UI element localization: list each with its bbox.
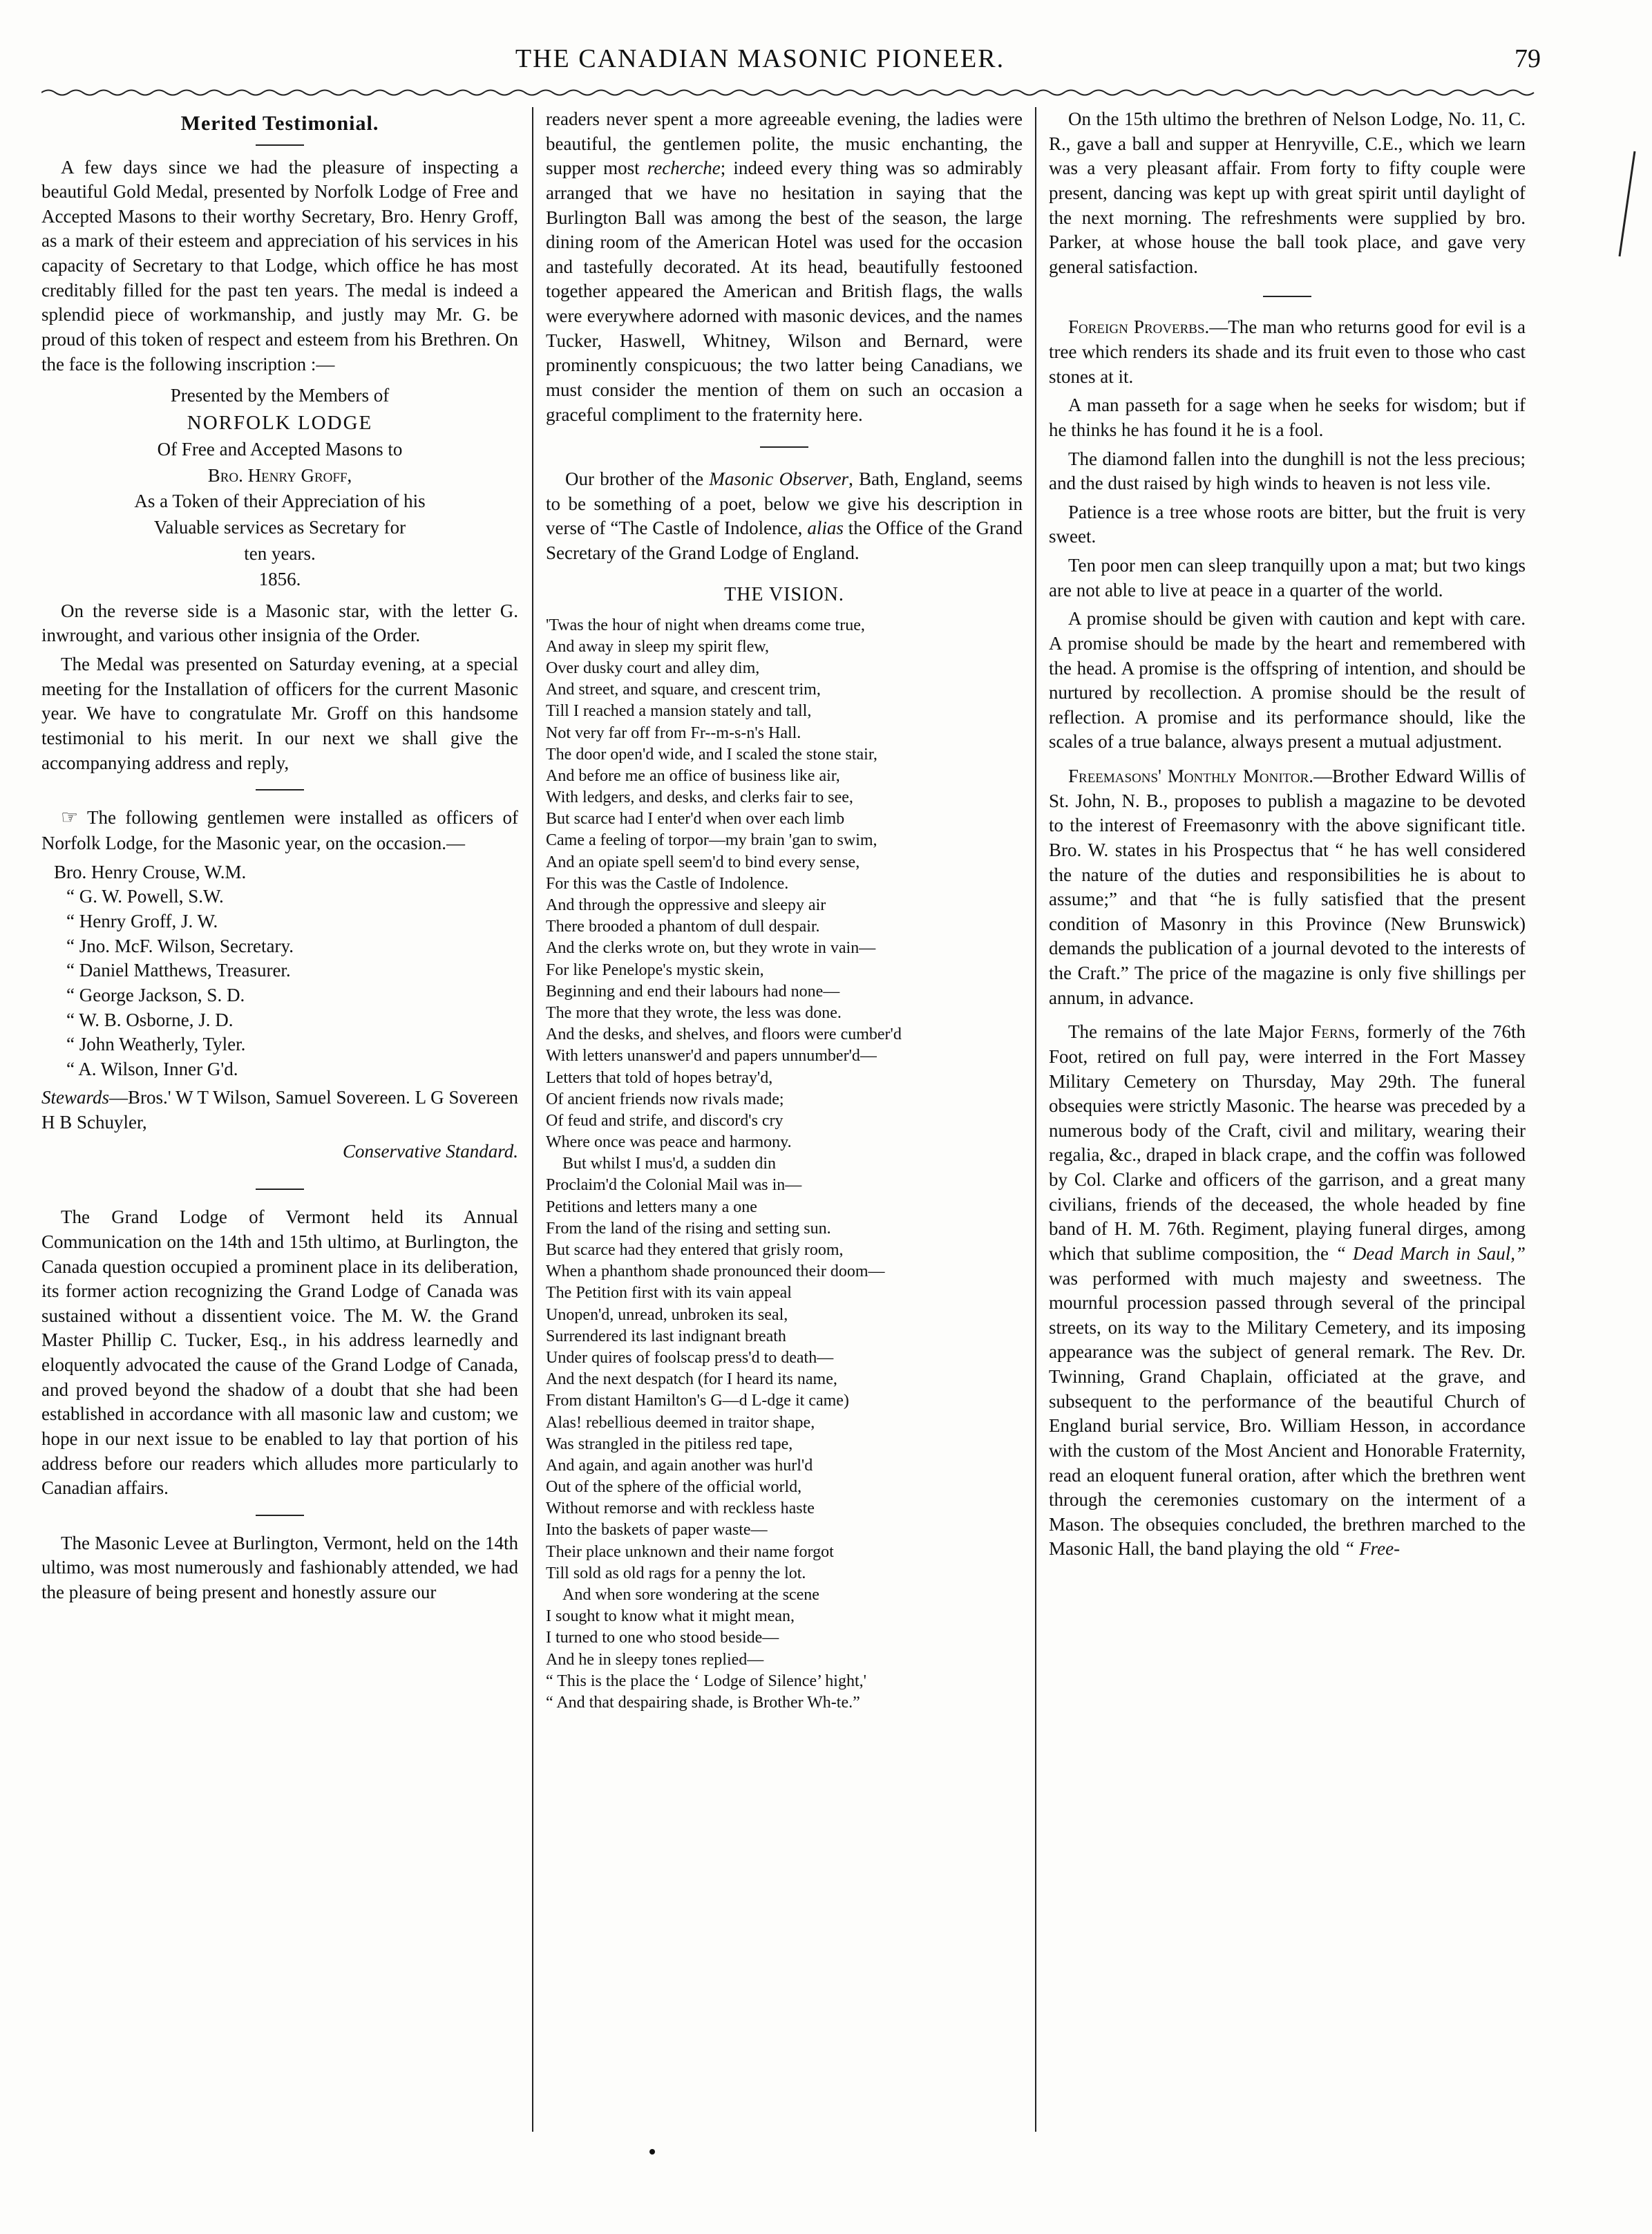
- proverb: A man passeth for a sage when he seeks for wisdom; but if he thinks he has found it he is a fool.: [1049, 395, 1526, 440]
- officer-item: “ A. Wilson, Inner G'd.: [66, 1058, 238, 1079]
- page-number: 79: [1515, 44, 1541, 73]
- medal-inscription: [41, 384, 518, 592]
- inscription-line: Bro. Henry Groff,: [207, 464, 352, 486]
- poem-line: And before me an office of business like air,: [546, 766, 840, 785]
- poem-line: And through the oppressive and sleepy air: [546, 896, 826, 915]
- officer-item: “ G. W. Powell, S.W.: [66, 886, 224, 907]
- running-head: [41, 38, 1541, 79]
- officer-item: “ Henry Groff, J. W.: [66, 911, 218, 932]
- proverb: A promise should be given with caution and kept with care. A promise should be made by the heart and remembered with the head. A promise is the offspring of intention, and should be nurtured by recollection. A promise should be the result of reflection. A promise and its performance should, like the scales of a true balance, always present a mutual adjustment.: [1049, 608, 1526, 752]
- inscription-line: NORFOLK LODGE: [187, 411, 373, 434]
- poem-line: Their place unknown and their name forgot: [546, 1542, 834, 1561]
- inscription-line: 1856.: [258, 569, 301, 590]
- paragraph: [546, 107, 1023, 427]
- article-heading-merited-testimonial: Merited Testimonial.: [180, 112, 379, 135]
- stewards-label: Stewards: [41, 1087, 110, 1108]
- poem-line: Under quires of foolscap press'd to death—: [546, 1348, 834, 1367]
- separator-rule: [1263, 296, 1311, 297]
- name-text: Ferns: [1311, 1021, 1355, 1043]
- paragraph: The Masonic Levee at Burlington, Vermont, held on the 14th ultimo, was most numerously and fashionably attended, we had the pleasure of being present and honestly assure our: [41, 1532, 518, 1603]
- italic-text: alias: [807, 518, 844, 539]
- paragraph: [1049, 1020, 1526, 1562]
- proverb: Ten poor men can sleep tranquilly upon a mat; but two kings are not able to live at peace in a quarter of the world.: [1049, 555, 1526, 600]
- poem-line: Alas! rebellious deemed in traitor shape,: [546, 1413, 815, 1432]
- poem-line: I sought to know what it might mean,: [546, 1607, 795, 1626]
- margin-pencil-mark: [1617, 149, 1637, 259]
- paragraph-text: —The man who returns good for evil is a tree which renders its shade and its fruit even to those who cast stones at it.: [1049, 316, 1526, 387]
- poem-line: Without remorse and with reckless haste: [546, 1499, 815, 1518]
- stewards-names: —Bros.' W T Wilson, Samuel Sovereen. L G Sovereen H B Schuyler,: [41, 1087, 518, 1133]
- paragraph-text: ; indeed every thing was so admirably arranged that we have no hesitation in saying that the Burlington Ball was among the best of the season, the large dining room of the American Hotel was used for the occasion and tastefully decorated. At its head, beautifully festooned together appeared the American and British flags, the walls were everywhere adorned with masonic devices, and the names Tucker, Haswell, Whitney, Wilson and Bernard, were prominently conspicuous; the two latter being Canadians, we must consider the mention of them on such an occasion a graceful compliment to the fraternity here.: [546, 158, 1023, 425]
- poem-line: And he in sleepy tones replied—: [546, 1650, 764, 1669]
- paragraph: The Grand Lodge of Vermont held its Annual Communication on the 14th and 15th ultimo, at Burlington, the Canada question occupied a prominent place in its deliberation, its former action recognizing the Grand Lodge of Canada was sustained without a dissentient voice. The M. W. the Grand Master Phillip C. Tucker, Esq., in his address learnedly and eloquently advocated the cause of the Grand Lodge of Canada, and proved beyond the shadow of a doubt that she had been established in accordance with all masonic law and custom; we hope in our next issue to be enabled to lay that portion of his address before our readers which alludes more particularly to Canadian affairs.: [41, 1206, 518, 1499]
- proverb: The diamond fallen into the dunghill is not the less precious; and the dust raised by high winds to heaven is not less vile.: [1049, 448, 1526, 494]
- source-name: Conservative Standard.: [343, 1140, 518, 1162]
- paragraph-text: —Brother Edward Willis of St. John, N. B., proposes to publish a magazine to be devoted to the interest of Freemasonry with the above significant title. Bro. W. states in his Prospectus that “ he has well considered the nature of the duties and responsibilities he is about to assume;” and that “he is fully satisfied that the present condition of Masonry in this Province (New Brunswick) demands the publication of a journal devoted to the interests of the Craft.” The price of the magazine is only five shillings per annum, in advance.: [1049, 766, 1526, 1008]
- poem-line: And the desks, and shelves, and floors were cumber'd: [546, 1025, 902, 1044]
- poem-title: THE VISION.: [724, 583, 844, 605]
- poem-line: And the clerks wrote on, but they wrote in vain—: [546, 939, 876, 958]
- poem-line: And the next despatch (for I heard its name,: [546, 1370, 837, 1389]
- paragraph: [1049, 315, 1526, 389]
- poem-line: 'Twas the hour of night when dreams come true,: [546, 616, 865, 634]
- poem-line: Surrendered its last indignant breath: [546, 1327, 786, 1345]
- poem-line: Not very far off from Fr--m-s-n's Hall.: [546, 723, 801, 742]
- inscription-line: Valuable services as Secretary for: [153, 516, 406, 538]
- column-1: [41, 107, 518, 2152]
- separator-rule: [256, 144, 304, 146]
- poem-line: There brooded a phantom of dull despair.: [546, 918, 820, 936]
- poem-line: Unopen'd, unread, unbroken its seal,: [546, 1305, 788, 1324]
- officer-item: “ Daniel Matthews, Treasurer.: [66, 960, 291, 981]
- poem-line: For like Penelope's mystic skein,: [546, 960, 764, 979]
- poem-line: With letters unanswer'd and papers unnumber'd—: [546, 1047, 877, 1066]
- italic-text: “ Free-: [1344, 1538, 1401, 1560]
- separator-rule: [256, 1515, 304, 1516]
- officers-list: [41, 860, 518, 1082]
- poem-line: Over dusky court and alley dim,: [546, 659, 760, 677]
- poem-line: But scarce had they entered that grisly room,: [546, 1241, 844, 1260]
- poem-line: And street, and square, and crescent trim,: [546, 681, 821, 699]
- paragraph: [1049, 764, 1526, 1010]
- poem-line: For this was the Castle of Indolence.: [546, 874, 789, 893]
- poem-line: When a phanthom shade pronounced their doom—: [546, 1262, 885, 1281]
- poem-line: Letters that told of hopes betray'd,: [546, 1068, 773, 1087]
- officer-item: “ John Weatherly, Tyler.: [66, 1034, 246, 1055]
- inscription-line: Presented by the Members of: [170, 385, 390, 406]
- paragraph-text: The following gentlemen were installed as officers of Norfolk Lodge, for the Masonic year, on the occasion.—: [41, 807, 518, 854]
- poem-line: Proclaim'd the Colonial Mail was in—: [546, 1176, 802, 1195]
- stewards-line: [41, 1086, 518, 1135]
- poem-line: Petitions and letters many a one: [546, 1198, 757, 1216]
- inscription-line: As a Token of their Appreciation of his: [134, 491, 426, 512]
- separator-rule: [760, 446, 808, 448]
- poem-line: But whilst I mus'd, a sudden din: [562, 1155, 776, 1173]
- paragraph: [546, 467, 1023, 566]
- poem-line: And again, and again another was hurl'd: [546, 1456, 813, 1475]
- poem-line: Was strangled in the pitiless red tape,: [546, 1435, 793, 1453]
- italic-text: Masonic Observer: [709, 468, 849, 490]
- paragraph-text: , formerly of the 76th Foot, retired on full pay, were interred in the Fort Massey Military Cemetery on Thursday, May 29th. The funeral obsequies were strictly Masonic. The hearse was preceded by a numerous body of the Craft, civil and military, wearing their regalia, &c., draped in black crape, and the coffin was followed by Col. Clarke and officers of the garrison, and a great many civilians, friends of the deceased, the whole headed by fine band of H. M. 76th. Regiment, playing funeral dirges, among which that sublime composition, the: [1049, 1021, 1526, 1264]
- poem-line: Till sold as old rags for a penny the lot.: [546, 1564, 806, 1582]
- poem-line: The Petition first with its vain appeal: [546, 1284, 792, 1303]
- paragraph-text: The remains of the late Major: [1068, 1021, 1311, 1043]
- paragraph-text: readers never spent a more agreeable evening, the ladies were beautiful, the gentlemen polite, the music enchanting, the supper most: [546, 108, 1023, 179]
- poem-line: “ And that despairing shade, is Brother Wh-te.”: [546, 1693, 860, 1712]
- paragraph: [41, 806, 518, 856]
- column-3: [1049, 107, 1526, 2152]
- paragraph: A few days since we had the pleasure of inspecting a beautiful Gold Medal, presented by Norfolk Lodge of Free and Accepted Masons to their worthy Secretary, Bro. Henry Groff, as a mark of their esteem and appreciation of his services in his capacity of Secretary to that Lodge, which office he has most creditably filled for the past ten years. The medal is indeed a splendid piece of workmanship, and justly may Mr. G. be proud of this token of respect and esteem from his Brethren. On the face is the following inscription :—: [41, 156, 518, 375]
- poem-line: Came a feeling of torpor—my brain 'gan to swim,: [546, 831, 877, 850]
- poem-line: From distant Hamilton's G—d L-dge it came): [546, 1392, 849, 1410]
- poem-line: The door open'd wide, and I scaled the stone stair,: [546, 745, 877, 764]
- poem-line: And when sore wondering at the scene: [562, 1586, 819, 1604]
- italic-text: “ Dead March in Saul,”: [1335, 1242, 1526, 1264]
- poem: [546, 615, 1023, 1714]
- poem-line: With ledgers, and desks, and clerks fair to see,: [546, 788, 853, 807]
- paragraph: The Medal was presented on Saturday evening, at a special meeting for the Installation of officers for the current Masonic year. We have to congratulate Mr. Groff on this handsome testimonial to his merit. In our next we shall give the accompanying address and reply,: [41, 654, 518, 773]
- poem-line: I turned to one who stood beside—: [546, 1629, 779, 1647]
- column-divider: [1035, 107, 1036, 2132]
- section-label: Foreign Proverbs.: [1068, 316, 1210, 338]
- paragraph-text: the Office of the Grand Secretary of the Grand Lodge of England.: [546, 518, 1023, 563]
- source-credit: [41, 1139, 518, 1164]
- poem-line: And an opiate spell seem'd to bind every sense,: [546, 853, 860, 871]
- italic-text: recherche: [647, 158, 721, 179]
- inscription-line: Of Free and Accepted Masons to: [157, 439, 403, 460]
- paragraph-text: was performed with much majesty and sweetness. The mournful procession passed through several of the principal streets, on its way to the Military Cemetery, and its imposing appearance was the subject of general remark. The Rev. Dr. Twinning, Grand Chaplain, officiated at the grave, and subsequent to the performance of the beautiful Church of England burial service, Bro. William Hesson, in accordance with the custom of the Most Ancient and Honorable Fraternity, read an eloquent funeral oration, after which the brethren went through the ceremonies customary on the interment of a Mason. The obsequies concluded, the brethren marched to the Masonic Hall, the band playing the old: [1049, 1267, 1526, 1560]
- inscription-line: ten years.: [244, 542, 316, 564]
- publication-title: THE CANADIAN MASONIC PIONEER.: [515, 44, 1005, 73]
- paragraph: On the 15th ultimo the brethren of Nelson Lodge, No. 11, C. R., gave a ball and supper at Henryville, C.E., which we learn was a very pleasant affair. From forty to fifty couple were present, dancing was kept up with great spirit until daylight of the next morning. The refreshments were supplied by bro. Parker, at whose house the ball took place, and gave very general satisfaction.: [1049, 108, 1526, 277]
- pointing-hand-icon: ☞: [61, 807, 79, 829]
- poem-line: Into the baskets of paper waste—: [546, 1521, 768, 1540]
- poem-line: Beginning and end their labours had none—: [546, 982, 840, 1001]
- paragraph-text: , Bath, England, seems to be something of a poet, below we give his description in verse of “The Castle of Indolence,: [546, 468, 1023, 539]
- officer-item: “ George Jackson, S. D.: [66, 984, 245, 1005]
- header-wavy-rule: [41, 86, 1541, 99]
- ink-dot: [649, 2149, 655, 2155]
- column-2: [546, 107, 1023, 2152]
- officer-item: “ Jno. McF. Wilson, Secretary.: [66, 935, 294, 956]
- section-label: Freemasons' Monthly Monitor.: [1068, 766, 1314, 786]
- officer-item: “ W. B. Osborne, J. D.: [66, 1009, 234, 1030]
- poem-line: The more that they wrote, the less was done.: [546, 1003, 842, 1022]
- proverb: Patience is a tree whose roots are bitter, but the fruit is very sweet.: [1049, 501, 1526, 547]
- poem-line: And away in sleep my spirit flew,: [546, 637, 770, 656]
- paragraph: On the reverse side is a Masonic star, with the letter G. inwrought, and various other insignia of the Order.: [41, 600, 518, 646]
- poem-line: Where once was peace and harmony.: [546, 1133, 792, 1152]
- column-divider: [532, 107, 533, 2132]
- poem-line: But scarce had I enter'd when over each limb: [546, 810, 845, 829]
- officer-item: Bro. Henry Crouse, W.M.: [54, 861, 247, 882]
- poem-line: Till I reached a mansion stately and tall,: [546, 702, 812, 721]
- poem-line: Out of the sphere of the official world,: [546, 1478, 802, 1497]
- poem-line: From the land of the rising and setting sun.: [546, 1219, 831, 1238]
- separator-rule: [256, 789, 304, 791]
- paragraph-text: Our brother of the: [565, 468, 710, 490]
- poem-line: “ This is the place the ‘ Lodge of Silence’ hight,': [546, 1672, 866, 1690]
- separator-rule: [256, 1189, 304, 1190]
- page: [41, 38, 1582, 2194]
- poem-line: Of feud and strife, and discord's cry: [546, 1111, 784, 1130]
- poem-line: Of ancient friends now rivals made;: [546, 1090, 784, 1108]
